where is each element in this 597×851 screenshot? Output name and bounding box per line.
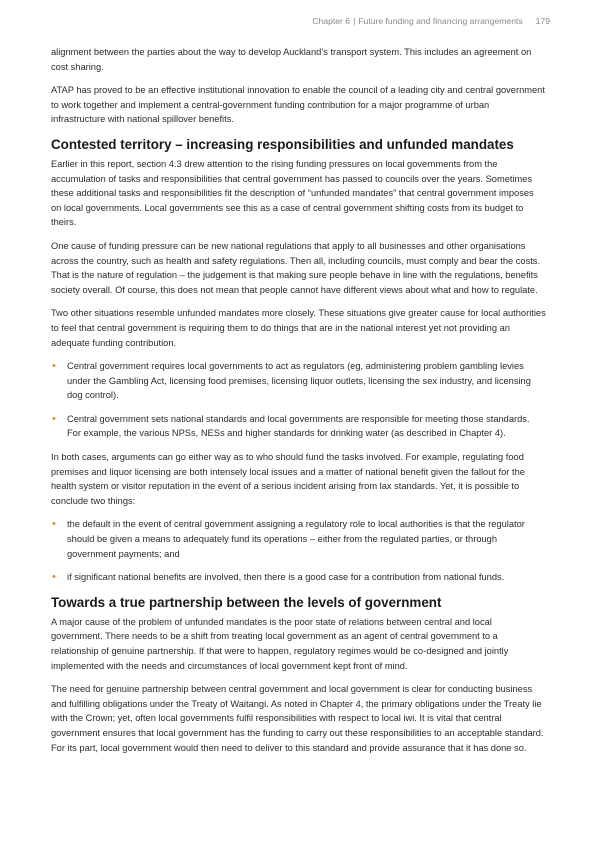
header-separator: | — [353, 16, 356, 26]
list-item-text: the default in the event of central government assigning a regulatory role to local authorities is that the regulator should be given a means to adequately fund its operations – either from the regulated parties, or through government payments; and — [67, 519, 525, 559]
section-heading-contested-territory: Contested territory – increasing responsibilities and unfunded mandates — [51, 136, 514, 152]
list-item — [51, 517, 546, 561]
body-paragraph: Two other situations resemble unfunded mandates more closely. These situations give greater cause for local authorities to feel that central government is requiring them to do things that are in the national interest yet not providing an adequate funding contribution. — [51, 308, 546, 348]
bullet-dot-icon: • — [52, 412, 56, 425]
header-chapter-title: Future funding and financing arrangements — [358, 16, 523, 26]
list-item-text: Central government requires local governments to act as regulators (eg, administering problem gambling levies under the Gambling Act, licensing food premises, licensing liquor outlets, licensing the sex industry, and licensing dog control). — [67, 361, 531, 401]
bullet-list — [51, 359, 546, 441]
list-item — [51, 359, 546, 403]
list-item-text: Central government sets national standards and local governments are responsible for meeting those standards. For example, the various NPSs, NESs and higher standards for drinking water (as described in Chapter 4). — [67, 413, 530, 439]
bullet-dot-icon: • — [52, 571, 56, 584]
list-item-text: if significant national benefits are involved, then there is a good case for a contribution from national funds. — [67, 572, 505, 583]
body-paragraph: A major cause of the problem of unfunded mandates is the poor state of relations between central and local government. There needs to be a shift from treating local government as an agent of central government to a relationship of genuine partnership. If that were to happen, regulatory regimes would be co-designed and jointly implemented with the needs and circumstances of local government kept front of mind. — [51, 616, 509, 671]
intro-paragraph: alignment between the parties about the way to develop Auckland’s transport system. This includes an agreement on cost sharing. — [51, 47, 532, 72]
header-chapter: Chapter 6 — [312, 16, 351, 26]
body-paragraph: The need for genuine partnership between central government and local government is clear for conducting business and fulfilling obligations under the Treaty of Waitangi. As noted in Chapter 4, the primary obligations under the Treaty lie with the Crown; yet, often local governments fulfil responsibilities with respect to local iwi. It is vital that central government ensures that local government has the funding to carry out these responsibilities to an acceptable standard. For its part, local government would then need to deliver to this standard and provide assurance that it has done so. — [51, 684, 544, 753]
list-item — [51, 570, 546, 585]
bullet-dot-icon: • — [52, 518, 56, 531]
page-content — [51, 45, 546, 764]
list-item — [51, 412, 546, 441]
bullet-dot-icon: • — [52, 360, 56, 373]
running-header — [312, 16, 550, 26]
page-number: 179 — [535, 16, 550, 26]
body-paragraph: One cause of funding pressure can be new national regulations that apply to all businesses and other organisations across the country, such as health and safety regulations. Then all, including councils, must comply and bear the costs. That is the nature of regulation – the judgement is that making sure people behave in line with the regulations, benefits society overall. Of course, this does not mean that people cannot have different views about what and how to regulate. — [51, 240, 541, 295]
section-heading-true-partnership: Towards a true partnership between the levels of government — [51, 594, 442, 610]
bullet-list — [51, 517, 546, 584]
body-paragraph: In both cases, arguments can go either way as to who should fund the tasks involved. For example, regulating food premises and liquor licensing are both intensely local issues and a matter of national benefit given the fallout for the health system or visitor reputation in the event of a serious incident arising from lax standards. Yet, it is possible to conclude two things: — [51, 452, 525, 506]
intro-paragraph: ATAP has proved to be an effective institutional innovation to enable the council of a leading city and central government to work together and implement a central-government funding contribution for a major programme of urban infrastructure with national spillover benefits. — [51, 85, 545, 125]
body-paragraph: Earlier in this report, section 4.3 drew attention to the rising funding pressures on local governments from the accumulation of tasks and responsibilities that central government has passed to councils over the years. Sometimes these additional tasks and responsibilities fit the description of “unfunded mandates” that central government imposes on local governments. Local governments see this as a case of central government shifting costs from its budget to theirs. — [51, 158, 534, 228]
